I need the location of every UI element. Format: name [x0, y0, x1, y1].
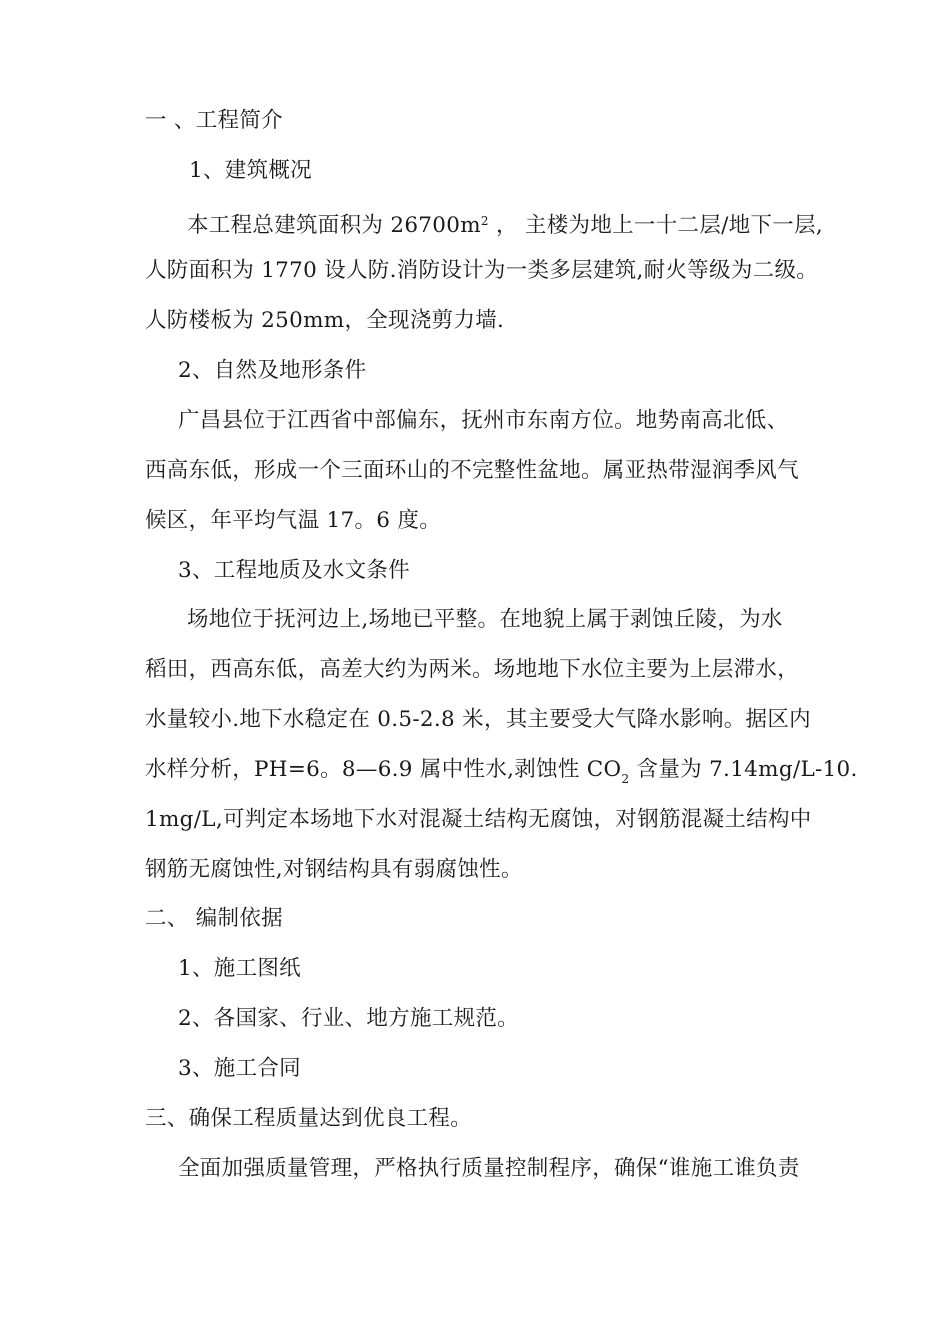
text-run: 本工程总建筑面积为 26700m [187, 213, 481, 238]
paragraph-line: 候区，年平均气温 17。6 度。 [145, 508, 442, 533]
paragraph-line: 人防楼板为 250mm，全现浇剪力墙. [145, 308, 505, 333]
text-run: 含量为 7.14mg/L-10. [629, 757, 858, 782]
paragraph-line: 稻田，西高东低，高差大约为两米。场地地下水位主要为上层滞水， [145, 657, 800, 682]
paragraph-line: 广昌县位于江西省中部偏东，抚州市东南方位。地势南高北低、 [178, 408, 789, 433]
subsection-title-building-overview: 1、建筑概况 [189, 158, 312, 183]
superscript: 2 [480, 214, 489, 228]
subsection-title-geology-hydrology: 3、工程地质及水文条件 [178, 558, 410, 583]
paragraph-line: 人防面积为 1770 设人防.消防设计为一类多层建筑,耐火等级为二级。 [145, 258, 819, 283]
subscript: 2 [621, 772, 630, 786]
paragraph-line: 全面加强质量管理，严格执行质量控制程序，确保“谁施工谁负责 [178, 1156, 800, 1181]
section-heading-1: 一 、工程简介 [145, 108, 283, 133]
list-item: 1、施工图纸 [178, 956, 301, 981]
list-item: 2、各国家、行业、地方施工规范。 [178, 1006, 519, 1031]
paragraph-line: 西高东低，形成一个三面环山的不完整性盆地。属亚热带湿润季风气 [145, 458, 800, 483]
subsection-title-natural-conditions: 2、自然及地形条件 [178, 358, 367, 383]
paragraph-line: 钢筋无腐蚀性,对钢结构具有弱腐蚀性。 [145, 857, 523, 882]
text-run: ， 主楼为地上一十二层/地下一层, [488, 213, 824, 238]
text-run: 水样分析，PH=6。8—6.9 属中性水,剥蚀性 CO [145, 757, 622, 782]
paragraph-line: 1mg/L,可判定本场地下水对混凝土结构无腐蚀，对钢筋混凝土结构中 [145, 807, 812, 832]
section-heading-2: 二、 编制依据 [145, 906, 283, 931]
paragraph-line: 水量较小.地下水稳定在 0.5-2.8 米，其主要受大气降水影响。据区内 [145, 707, 811, 732]
paragraph-line [187, 206, 852, 241]
paragraph-line [145, 755, 858, 794]
section-heading-3: 三、确保工程质量达到优良工程。 [145, 1106, 473, 1131]
list-item: 3、施工合同 [178, 1056, 301, 1081]
paragraph-line: 场地位于抚河边上,场地已平整。在地貌上属于剥蚀丘陵，为水 [187, 607, 783, 632]
